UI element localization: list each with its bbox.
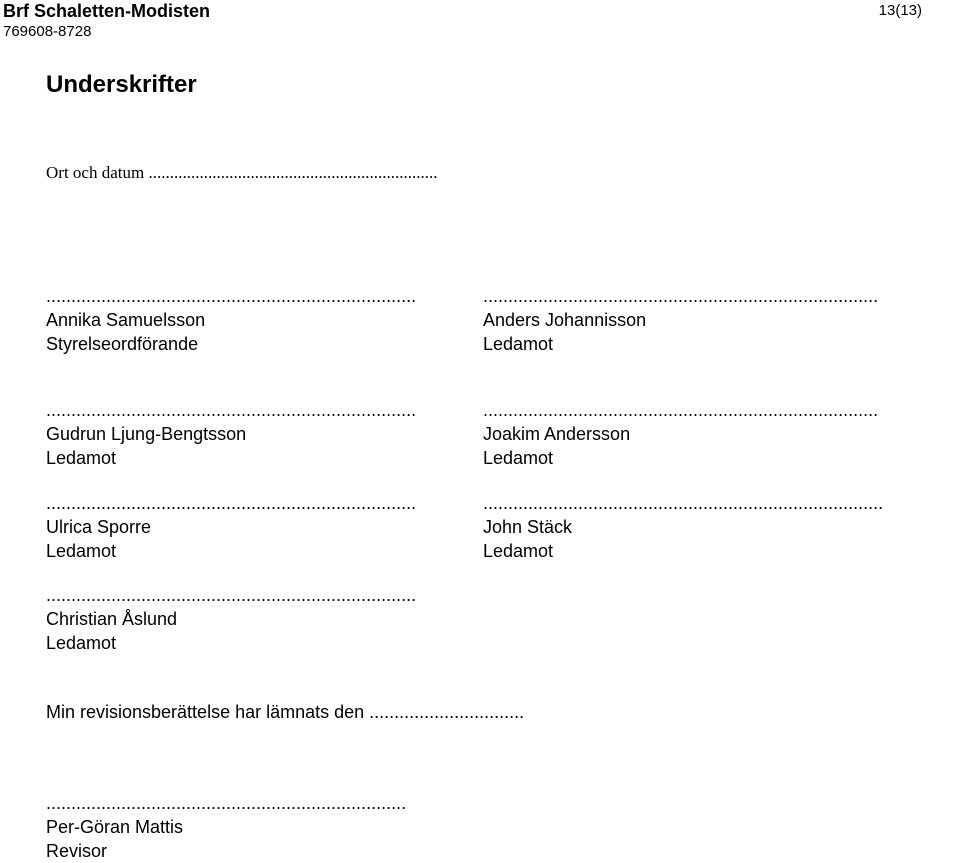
- signatory-role: Ledamot: [46, 448, 117, 468]
- signatory-role: Ledamot: [483, 334, 554, 354]
- signatory-name: Ulrica Sporre: [46, 517, 152, 537]
- page-number: 13(13): [878, 2, 922, 19]
- signature-block-board-member: [46, 398, 416, 470]
- signatory-name: Christian Åslund: [46, 609, 178, 629]
- auditor-statement: Min revisionsberättelse har lämnats den ...............................: [46, 702, 525, 722]
- signatory-role: Ledamot: [46, 633, 117, 653]
- signatory-role: Ledamot: [483, 448, 554, 468]
- signature-block-board-member: [46, 491, 416, 563]
- signature-block-board-member: [483, 284, 878, 356]
- signature-line: ...............................................................................: [483, 286, 879, 306]
- signature-block-board-member: [483, 398, 878, 470]
- signatory-name: Anders Johannisson: [483, 310, 647, 330]
- signature-block-chair: [46, 284, 416, 356]
- signatory-name: John Stäck: [483, 517, 573, 537]
- signatory-role: Styrelseordförande: [46, 334, 199, 354]
- signatory-name: Annika Samuelsson: [46, 310, 206, 330]
- signature-line: ........................................................................: [46, 793, 407, 813]
- organization-number: 769608-8728: [3, 23, 92, 40]
- signature-block-auditor: [46, 791, 406, 863]
- signature-line: ..........................................................................: [46, 400, 417, 420]
- signature-line: ..........................................................................: [46, 286, 417, 306]
- signatory-name: Gudrun Ljung-Bengtsson: [46, 424, 247, 444]
- signatory-name: Per-Göran Mattis: [46, 817, 184, 837]
- signature-line: ..........................................................................: [46, 493, 417, 513]
- signature-block-board-member: [483, 491, 883, 563]
- page-title: Underskrifter: [46, 71, 197, 98]
- signature-line: ..........................................................................: [46, 585, 417, 605]
- place-and-date-line: Ort och datum ....................................................................: [46, 163, 438, 182]
- signature-line: ................................................................................: [483, 493, 884, 513]
- signatory-role: Revisor: [46, 841, 108, 861]
- signatory-role: Ledamot: [46, 541, 117, 561]
- signatory-name: Joakim Andersson: [483, 424, 631, 444]
- signature-line: ...............................................................................: [483, 400, 879, 420]
- signature-block-board-member: [46, 583, 416, 655]
- signatory-role: Ledamot: [483, 541, 554, 561]
- organization-name: Brf Schaletten-Modisten: [3, 1, 211, 21]
